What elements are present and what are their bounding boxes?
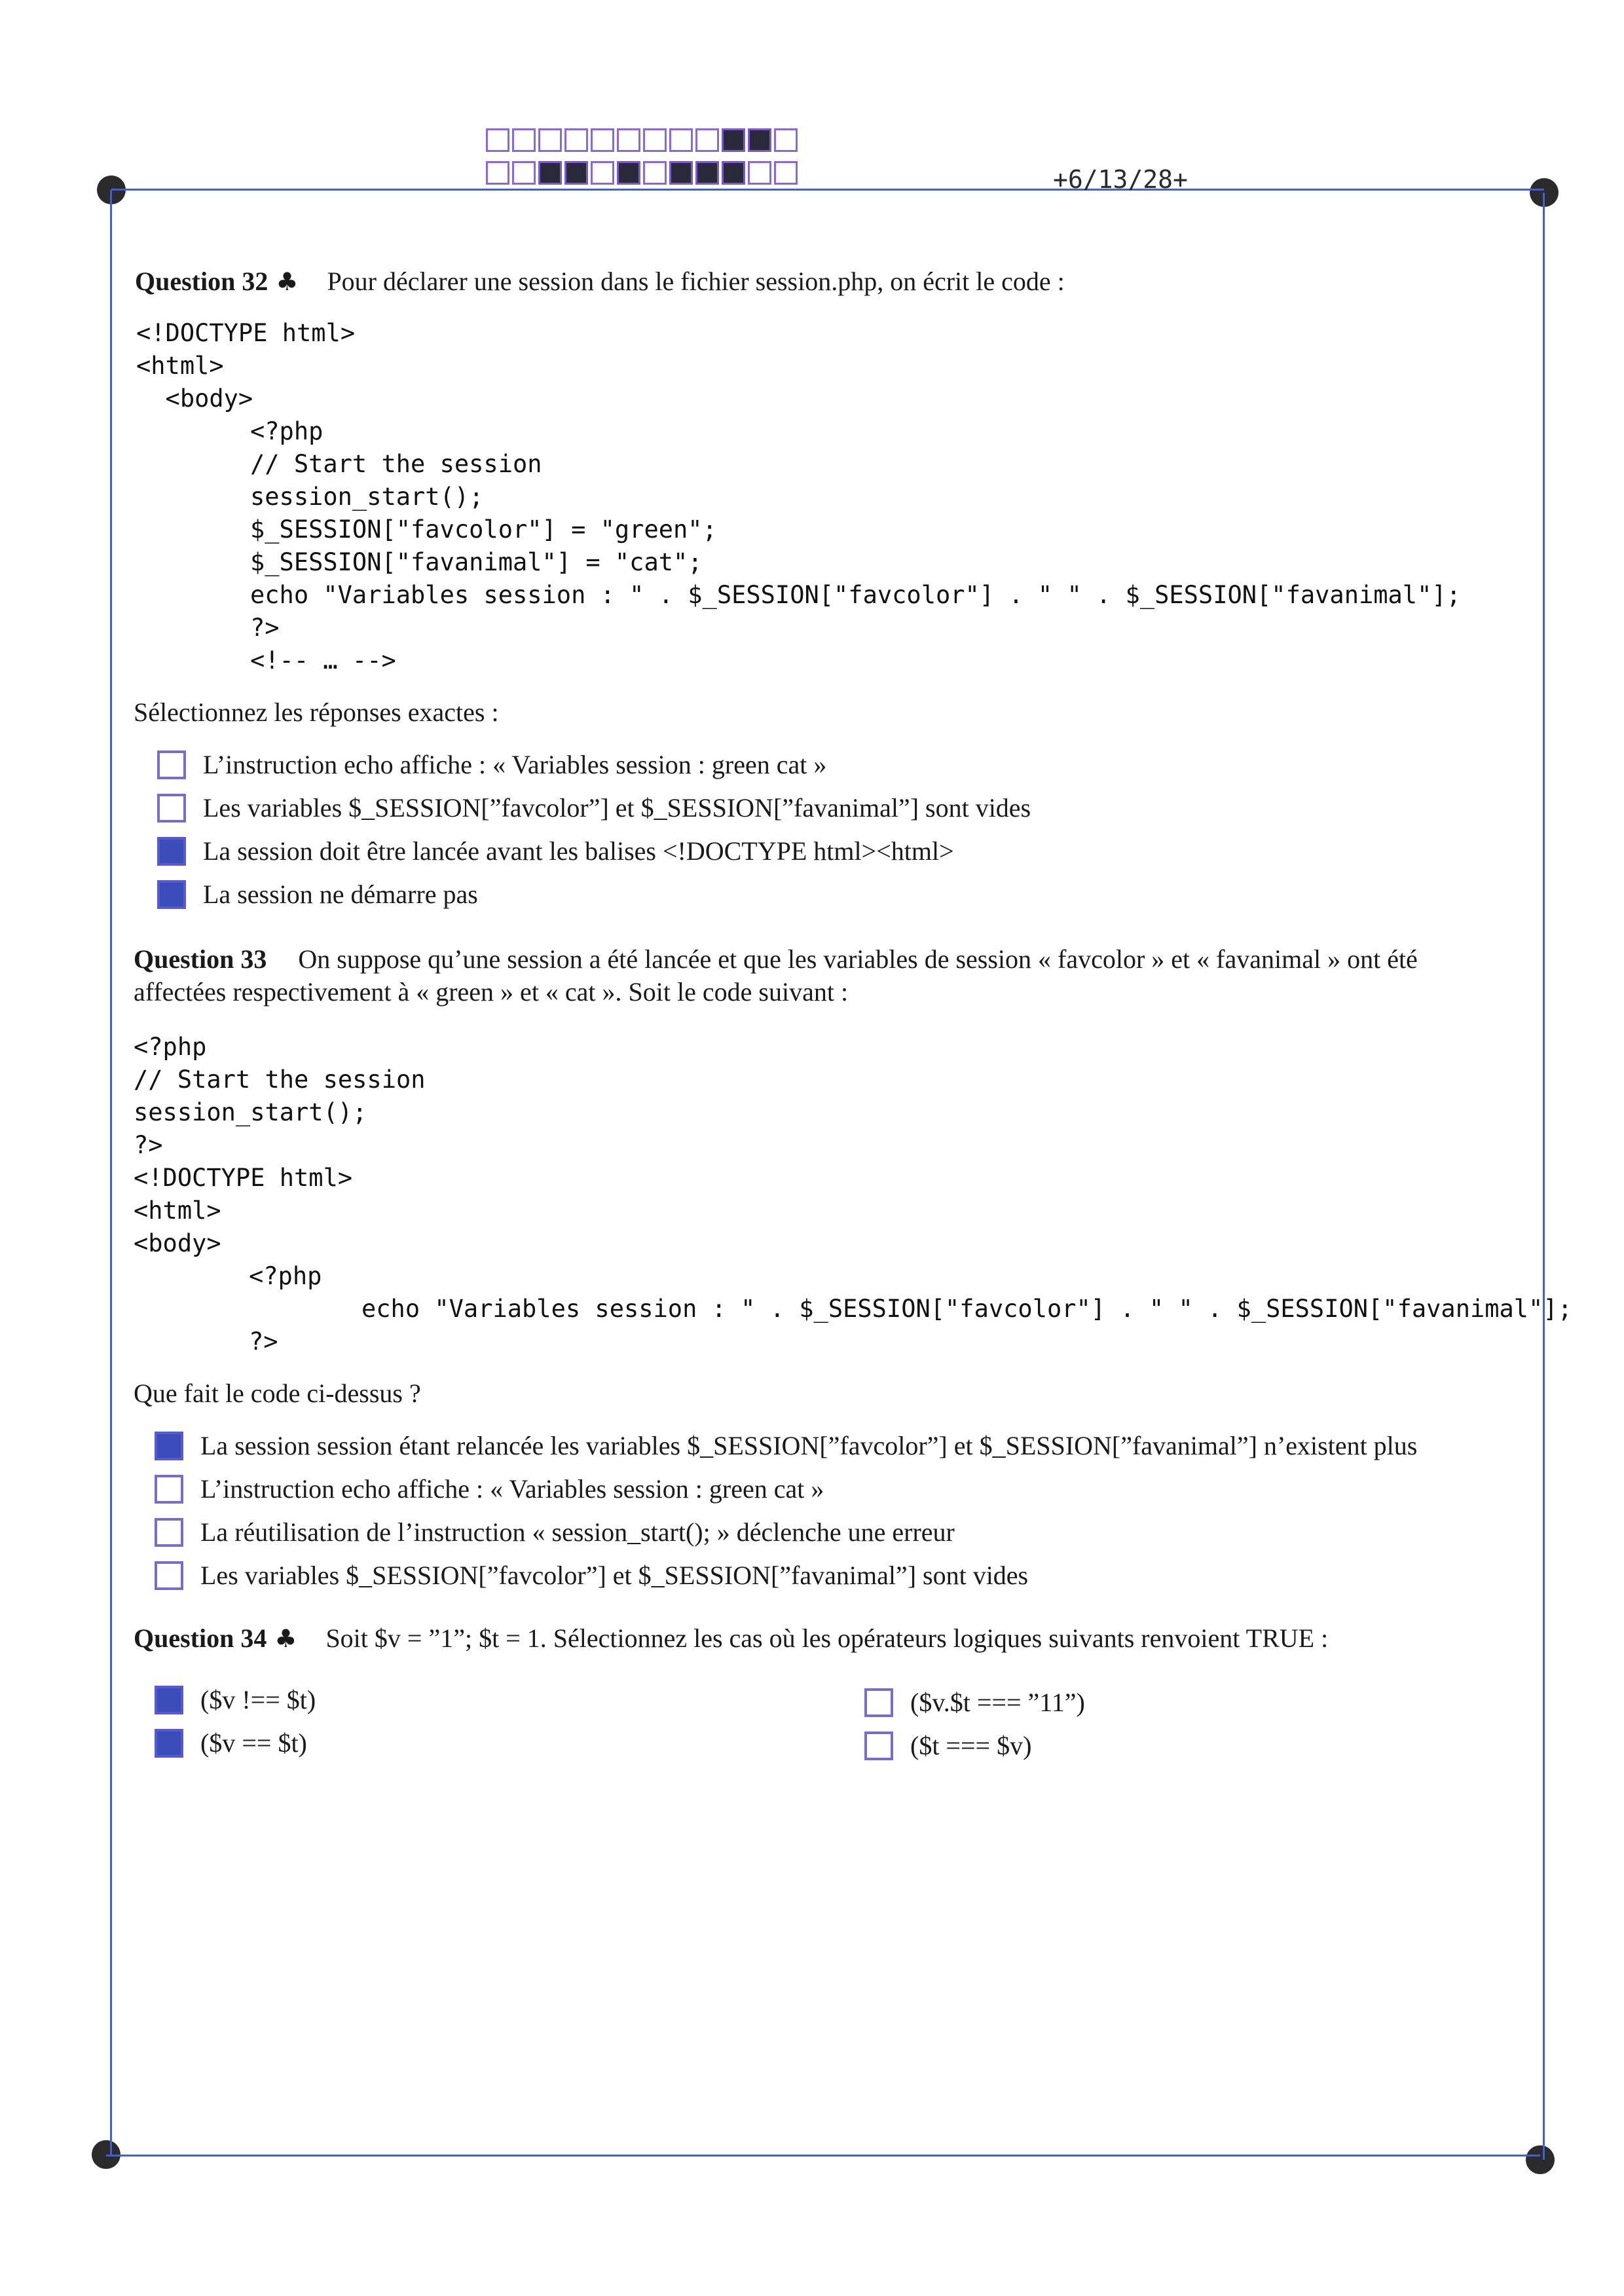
code-block-session: <?php // Start the session session_start(); ?> <!DOCTYPE html> <html> <body> xyxy=(134,1033,426,1257)
answer-text: L’instruction echo affiche : « Variables session : green cat » xyxy=(203,750,827,779)
question-34-header xyxy=(134,1621,1328,1656)
answer-text: La session session étant relancée les variables $_SESSION[”favcolor”] et $_SESSION[”favanimal”] n’existent plus xyxy=(200,1431,1418,1460)
answer-checkbox-checked[interactable] xyxy=(155,1729,183,1758)
club-icon: ♣ xyxy=(274,1624,297,1653)
barcode-cell xyxy=(512,161,536,185)
barcode-cell xyxy=(748,128,771,152)
answer-option[interactable] xyxy=(157,836,954,866)
barcode-cell xyxy=(695,128,719,152)
answer-option[interactable] xyxy=(155,1684,316,1715)
barcode-cell xyxy=(617,128,640,152)
barcode-cell xyxy=(748,161,771,185)
barcode-cell xyxy=(774,161,798,185)
answer-checkbox[interactable] xyxy=(155,1475,183,1504)
answer-text: ($v.$t === ”11”) xyxy=(910,1688,1085,1717)
answer-checkbox[interactable] xyxy=(155,1561,183,1590)
barcode-cell xyxy=(722,128,745,152)
frame-right xyxy=(1543,193,1545,2160)
club-icon: ♣ xyxy=(276,267,299,296)
answer-checkbox[interactable] xyxy=(864,1688,893,1717)
frame-left xyxy=(110,190,112,2155)
answer-option[interactable] xyxy=(864,1730,1031,1761)
answer-checkbox-checked[interactable] xyxy=(155,1432,183,1460)
barcode-cell xyxy=(643,128,667,152)
question-label: Question 32 xyxy=(135,267,268,296)
barcode-cell xyxy=(486,128,509,152)
answer-option[interactable] xyxy=(157,879,478,910)
barcode-cell xyxy=(538,161,562,185)
barcode-row-1 xyxy=(486,128,800,152)
barcode-cell xyxy=(669,161,693,185)
code-block-echo: echo "Variables session : " . $_SESSION["favcolor"] . " " . $_SESSION["favanimal"]; xyxy=(361,1295,1572,1323)
page-code: +6/13/28+ xyxy=(1053,165,1188,194)
answer-option[interactable] xyxy=(155,1560,1028,1591)
barcode-cell xyxy=(512,128,536,152)
answer-text: L’instruction echo affiche : « Variables session : green cat » xyxy=(200,1474,824,1504)
answer-checkbox-checked[interactable] xyxy=(155,1686,183,1714)
barcode-cell xyxy=(564,128,588,152)
answer-prompt: Que fait le code ci-dessus ? xyxy=(134,1379,421,1408)
question-label: Question 33 xyxy=(134,944,267,974)
answer-text: ($v == $t) xyxy=(200,1728,307,1758)
code-block-doc-start: <!DOCTYPE html> <html> <body> xyxy=(136,319,356,413)
registration-mark-bottom-right xyxy=(1526,2145,1555,2174)
barcode-cell xyxy=(591,161,614,185)
question-33-header xyxy=(134,943,1535,1009)
answer-text: ($t === $v) xyxy=(910,1731,1032,1760)
answer-option[interactable] xyxy=(155,1517,955,1547)
barcode-cell xyxy=(695,161,719,185)
question-text-line-1: On suppose qu’une session a été lancée et que les variables de session « favcolor » et « favanimal » ont été xyxy=(298,944,1418,974)
barcode-row-2 xyxy=(486,161,800,185)
barcode-cell xyxy=(643,161,667,185)
answer-checkbox[interactable] xyxy=(155,1518,183,1547)
code-block-php-close: ?> xyxy=(249,1327,278,1356)
code-block-php: <?php // Start the session session_start(); $_SESSION["favcolor"] = "green"; $_SESSION["favanimal"] = "cat"; echo "Variables session : " . $_SESSION["favcolor"] . " " . $_SESSION["favanimal"]; ?> <!-- … --> xyxy=(250,417,1461,675)
barcode-cell xyxy=(617,161,640,185)
answer-option[interactable] xyxy=(155,1728,307,1758)
answer-checkbox-checked[interactable] xyxy=(157,880,186,909)
answer-text: La session doit être lancée avant les balises <!DOCTYPE html><html> xyxy=(203,836,954,866)
barcode-cell xyxy=(486,161,509,185)
barcode-cell xyxy=(669,128,693,152)
barcode-cell xyxy=(538,128,562,152)
answer-checkbox-checked[interactable] xyxy=(157,837,186,866)
barcode-cell xyxy=(774,128,798,152)
question-text: Soit $v = ”1”; $t = 1. Sélectionnez les cas où les opérateurs logiques suivants renvoient TRUE : xyxy=(325,1623,1329,1653)
answer-text: Les variables $_SESSION[”favcolor”] et $_SESSION[”favanimal”] sont vides xyxy=(200,1561,1029,1590)
code-block-php-open: <?php xyxy=(249,1262,322,1290)
answer-text: La session ne démarre pas xyxy=(203,880,478,909)
question-text: Pour déclarer une session dans le fichier session.php, on écrit le code : xyxy=(327,267,1065,296)
barcode-cell xyxy=(722,161,745,185)
answer-checkbox[interactable] xyxy=(157,750,186,779)
answer-option[interactable] xyxy=(157,749,826,780)
question-text-line-2: affectées respectivement à « green » et « cat ». Soit le code suivant : xyxy=(134,977,849,1007)
answer-option[interactable] xyxy=(155,1473,824,1504)
barcode-cell xyxy=(591,128,614,152)
answer-prompt: Sélectionnez les réponses exactes : xyxy=(134,697,499,727)
answer-checkbox[interactable] xyxy=(864,1731,893,1760)
answer-option[interactable] xyxy=(155,1430,1417,1461)
answer-option[interactable] xyxy=(157,792,1031,823)
answer-text: ($v !== $t) xyxy=(200,1685,316,1714)
answer-text: La réutilisation de l’instruction « session_start(); » déclenche une erreur xyxy=(200,1517,955,1547)
answer-option[interactable] xyxy=(864,1687,1085,1718)
question-label: Question 34 xyxy=(134,1623,267,1653)
frame-top xyxy=(111,189,1544,191)
answer-text: Les variables $_SESSION[”favcolor”] et $_SESSION[”favanimal”] sont vides xyxy=(203,793,1031,823)
barcode-cell xyxy=(564,161,588,185)
answer-checkbox[interactable] xyxy=(157,794,186,823)
question-32-header xyxy=(135,265,1065,299)
frame-bottom xyxy=(106,2155,1540,2157)
